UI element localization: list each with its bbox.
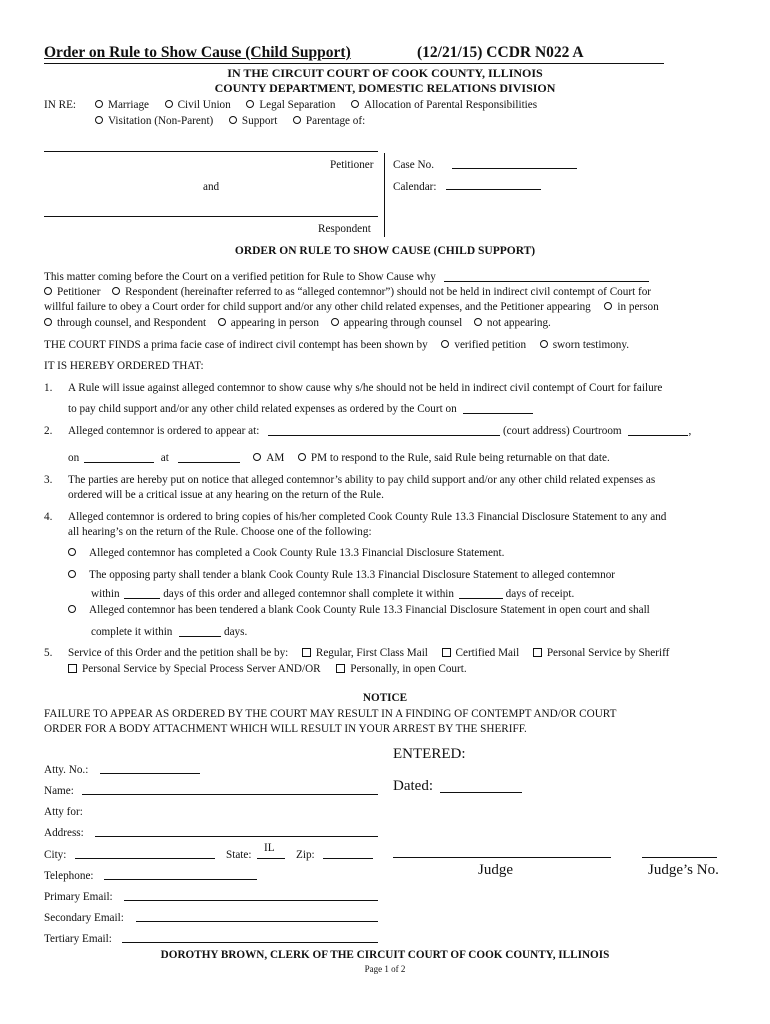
disclosure-option-2-line-2: within days of this order and alleged contemnor shall complete it within days of receipt. (91, 588, 575, 600)
judge-label: Judge (478, 862, 513, 878)
radio-icon (604, 302, 612, 310)
disclosure-option-2[interactable]: The opposing party shall tender a blank Cook County Rule 13.3 Financial Disclosure Statement to alleged contemnor (68, 568, 615, 582)
telephone-label: Telephone: (44, 870, 94, 882)
state-field[interactable] (257, 858, 285, 859)
notice-line-1: FAILURE TO APPEAR AS ORDERED BY THE COURT MAY RESULT IN A FINDING OF CONTEMPT AND/OR COURT (44, 708, 617, 720)
radio-icon (218, 318, 226, 326)
item-4-number: 4. (44, 511, 53, 523)
zip-field[interactable] (323, 858, 373, 859)
radio-icon (165, 100, 173, 108)
state-label: State: (226, 849, 252, 861)
court-line-1: IN THE CIRCUIT COURT OF COOK COUNTY, ILLINOIS (227, 66, 543, 80)
sworn-testimony-option[interactable]: sworn testimony. (540, 339, 629, 351)
form-title: Order on Rule to Show Cause (Child Support) (44, 44, 351, 61)
judges-no-field[interactable] (642, 857, 717, 858)
item-5-line-1: Service of this Order and the petition shall be by: Regular, First Class Mail Certified Mail Personal Service by Sheriff (68, 647, 670, 659)
atty-for-label: Atty for: (44, 806, 83, 818)
checkbox-icon (442, 648, 451, 657)
atty-no-field[interactable] (100, 773, 200, 774)
appearing-in-person-option[interactable]: appearing in person (218, 317, 319, 329)
regular-mail-checkbox[interactable]: Regular, First Class Mail (302, 647, 428, 659)
civil-union-option[interactable]: Civil Union (165, 99, 231, 111)
dated-field[interactable] (440, 792, 522, 793)
item-1-line-2: to pay child support and/or any other child related expenses as ordered by the Court on (68, 402, 533, 416)
radio-icon (441, 340, 449, 348)
radio-icon (95, 100, 103, 108)
disclosure-option-3[interactable]: Alleged contemnor has been tendered a blank Cook County Rule 13.3 Financial Disclosure Statement in open court and shall (68, 603, 650, 617)
judges-no-label: Judge’s No. (648, 862, 719, 878)
radio-icon (540, 340, 548, 348)
open-court-days-field[interactable] (179, 626, 221, 637)
case-no-field[interactable] (452, 168, 577, 169)
tertiary-email-field[interactable] (122, 942, 378, 943)
reason-field[interactable] (444, 271, 649, 282)
dated-label: Dated: (393, 778, 433, 794)
disclosure-option-1[interactable]: Alleged contemnor has completed a Cook County Rule 13.3 Financial Disclosure Statement. (68, 546, 504, 560)
appearing-counsel-option[interactable]: appearing through counsel (331, 317, 463, 329)
state-value[interactable]: IL (264, 842, 275, 854)
form-code: (12/21/15) CCDR N022 A (417, 44, 584, 61)
intro-line-1: This matter coming before the Court on a verified petition for Rule to Show Cause why (44, 270, 649, 284)
name-field[interactable] (82, 794, 378, 795)
not-appearing-option[interactable]: not appearing. (474, 317, 551, 329)
checkbox-icon (68, 664, 77, 673)
allocation-option[interactable]: Allocation of Parental Responsibilities (351, 99, 537, 111)
item-5-line-2 (68, 662, 467, 676)
complete-days-field[interactable] (459, 588, 503, 599)
telephone-field[interactable] (104, 879, 257, 880)
radio-icon (44, 318, 52, 326)
radio-icon (68, 548, 76, 556)
court-address-field[interactable] (268, 425, 500, 436)
item-3-number: 3. (44, 474, 53, 486)
through-counsel-option[interactable]: through counsel, and Respondent (44, 317, 206, 329)
petitioner-option[interactable]: Petitioner (44, 286, 101, 298)
city-label: City: (44, 849, 67, 861)
and-label: and (203, 181, 220, 193)
name-label: Name: (44, 785, 74, 797)
item-1-number: 1. (44, 382, 53, 394)
judge-signature-field[interactable] (393, 857, 611, 858)
secondary-email-field[interactable] (136, 921, 378, 922)
item-3-line-1: The parties are hereby put on notice that alleged contemnor’s ability to pay child support and/or any other child related expenses as (68, 474, 656, 486)
support-option[interactable]: Support (229, 115, 277, 127)
order-title: ORDER ON RULE TO SHOW CAUSE (CHILD SUPPORT) (234, 245, 536, 257)
entered-label: ENTERED: (393, 746, 466, 762)
item-5-number: 5. (44, 647, 53, 659)
petitioner-label: Petitioner (330, 159, 374, 171)
radio-icon (331, 318, 339, 326)
legal-separation-option[interactable]: Legal Separation (246, 99, 335, 111)
court-finds: THE COURT FINDS a prima facie case of indirect civil contempt has been shown by verified petition sworn testimony. (44, 339, 630, 351)
item-4-line-2: all hearing’s on the return of the Rule. Choose one of the following: (68, 526, 372, 538)
item-2-line-1: Alleged contemnor is ordered to appear at: (court address) Courtroom , (68, 425, 692, 437)
radio-icon (44, 287, 52, 295)
item-2-number: 2. (44, 425, 53, 437)
in-re-label: IN RE: (44, 99, 77, 111)
radio-icon (68, 570, 76, 578)
radio-icon (351, 100, 359, 108)
city-field[interactable] (75, 858, 215, 859)
item-1-line-1: A Rule will issue against alleged contemnor to show cause why s/he should not be held in indirect civil contempt of Court for failure (68, 382, 663, 394)
parentage-option[interactable]: Parentage of: (293, 115, 365, 127)
process-server-checkbox[interactable]: Personal Service by Special Process Server AND/OR (68, 663, 321, 675)
visitation-option[interactable]: Visitation (Non-Parent) (95, 115, 213, 127)
radio-icon (298, 453, 306, 461)
courtroom-field[interactable] (628, 425, 688, 436)
intro-line-2 (44, 285, 651, 299)
address-field[interactable] (95, 836, 378, 837)
calendar-field[interactable] (446, 189, 541, 190)
respondent-label: Respondent (318, 223, 371, 235)
in-re-row-2 (95, 114, 365, 128)
page-number: Page 1 of 2 (364, 964, 406, 974)
notice-line-2: ORDER FOR A BODY ATTACHMENT WHICH WILL RESULT IN YOUR ARREST BY THE SHERIFF. (44, 723, 527, 735)
radio-icon (253, 453, 261, 461)
radio-icon (68, 605, 76, 613)
notice-title: NOTICE (362, 692, 408, 704)
item-3-line-2: ordered will be a critical issue at any hearing on the return of the Rule. (68, 489, 384, 501)
atty-no-label: Atty. No.: (44, 764, 89, 776)
zip-label: Zip: (296, 849, 315, 861)
radio-icon (229, 116, 237, 124)
checkbox-icon (336, 664, 345, 673)
sheriff-service-checkbox[interactable]: Personal Service by Sheriff (533, 647, 670, 659)
checkbox-icon (302, 648, 311, 657)
calendar-label: Calendar: (393, 181, 437, 193)
return-time-field[interactable] (178, 452, 240, 463)
case-no-label: Case No. (393, 159, 435, 171)
marriage-option[interactable]: Marriage (95, 99, 149, 111)
primary-email-label: Primary Email: (44, 891, 113, 903)
radio-icon (474, 318, 482, 326)
in-person-option[interactable]: in person (604, 301, 658, 313)
radio-icon (112, 287, 120, 295)
disclosure-option-3-line-2: complete it within days. (91, 626, 248, 638)
verified-petition-option[interactable]: verified petition (441, 339, 526, 351)
order-date-field[interactable] (463, 403, 533, 414)
ordered-heading: IT IS HEREBY ORDERED THAT: (44, 360, 204, 372)
personally-checkbox[interactable]: Personally, in open Court. (336, 663, 466, 675)
in-re-row-1 (95, 98, 537, 112)
am-option[interactable]: AM (253, 452, 284, 464)
primary-email-field[interactable] (124, 900, 378, 901)
item-4-line-1: Alleged contemnor is ordered to bring copies of his/her completed Cook County Rule 13.3 Financial Disclosure Statement to any and (68, 511, 667, 523)
respondent-option[interactable]: Respondent (hereinafter referred to as “alleged contemnor”) should not be held in indirect civil contempt of Court for (112, 286, 651, 298)
clerk-footer: DOROTHY BROWN, CLERK OF THE CIRCUIT COURT OF COOK COUNTY, ILLINOIS (160, 949, 610, 961)
return-date-field[interactable] (84, 452, 154, 463)
caption-divider (384, 153, 385, 237)
petitioner-name-field[interactable] (44, 151, 378, 152)
intro-line-4 (44, 316, 551, 330)
intro-line-3: willful failure to obey a Court order for child support and/or any other child related expenses, and the Petitioner appearing in person (44, 301, 659, 313)
court-line-2: COUNTY DEPARTMENT, DOMESTIC RELATIONS DIVISION (214, 81, 556, 95)
checkbox-icon (533, 648, 542, 657)
respondent-name-field[interactable] (44, 216, 378, 217)
tender-days-field[interactable] (124, 588, 160, 599)
certified-mail-checkbox[interactable]: Certified Mail (442, 647, 520, 659)
address-label: Address: (44, 827, 84, 839)
pm-option[interactable]: PM to respond to the Rule, said Rule being returnable on that date. (298, 452, 610, 464)
radio-icon (293, 116, 301, 124)
secondary-email-label: Secondary Email: (44, 912, 124, 924)
radio-icon (246, 100, 254, 108)
tertiary-email-label: Tertiary Email: (44, 933, 112, 945)
radio-icon (95, 116, 103, 124)
item-2-line-2: on at AM PM to respond to the Rule, said Rule being returnable on that date. (68, 452, 610, 464)
